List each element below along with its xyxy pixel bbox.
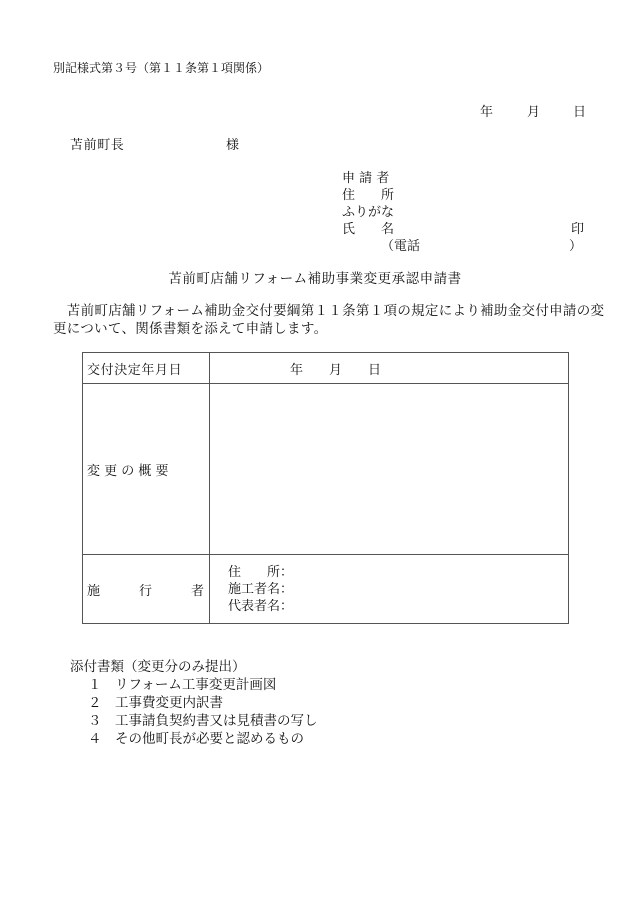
- addressee-honorific: 様: [226, 138, 240, 153]
- contractor-representative-label: 代表者名：: [228, 598, 294, 614]
- date-year: 年: [480, 105, 494, 120]
- applicant-heading: 申 請 者: [342, 171, 390, 186]
- addressee-name: 苫前町長: [70, 138, 125, 153]
- contractor-company-label: 施工者名：: [228, 581, 294, 597]
- table-row-contractor: [83, 555, 569, 624]
- contractor-field[interactable]: [210, 555, 569, 624]
- contractor-label: 施 行 者: [83, 555, 210, 624]
- date-month: 月: [527, 105, 541, 120]
- decision-date-value: 年 月 日: [210, 353, 569, 384]
- list-item: ３ 工事請負契約書又は見積書の写し: [88, 713, 318, 729]
- attachments-block: [70, 658, 318, 748]
- applicant-address-label: 住 所: [342, 188, 395, 203]
- phone-close: ）: [569, 239, 583, 254]
- list-item: ４ その他町長が必要と認めるもの: [88, 731, 304, 747]
- seal-mark: 印: [571, 222, 585, 237]
- form-label: 別記様式第３号（第１１条第１項関係）: [53, 61, 270, 75]
- list-item: １ リフォーム工事変更計画図: [88, 677, 277, 693]
- applicant-furigana-label: ふりがな: [342, 205, 395, 220]
- body-text: 苫前町店舗リフォーム補助金交付要綱第１１条第１項の規定により補助金交付申請の変更について、関係書類を添えて申請します。: [53, 303, 605, 337]
- phone-label: （電話: [381, 239, 421, 254]
- summary-field[interactable]: [210, 384, 569, 555]
- application-table: [82, 352, 569, 624]
- document-title: 苫前町店舗リフォーム補助事業変更承認申請書: [168, 271, 462, 287]
- date-day: 日: [573, 105, 587, 120]
- table-row-summary: [83, 384, 569, 555]
- applicant-name-label: 氏 名: [342, 222, 395, 237]
- list-item: ２ 工事費変更内訳書: [88, 695, 223, 711]
- summary-label: 変 更 の 概 要: [83, 384, 210, 555]
- contractor-address-label: 住 所：: [228, 564, 294, 580]
- decision-date-label: 交付決定年月日: [83, 353, 210, 384]
- attachments-heading: 添付書類（変更分のみ提出）: [70, 659, 246, 675]
- table-row-decision-date: [83, 353, 569, 384]
